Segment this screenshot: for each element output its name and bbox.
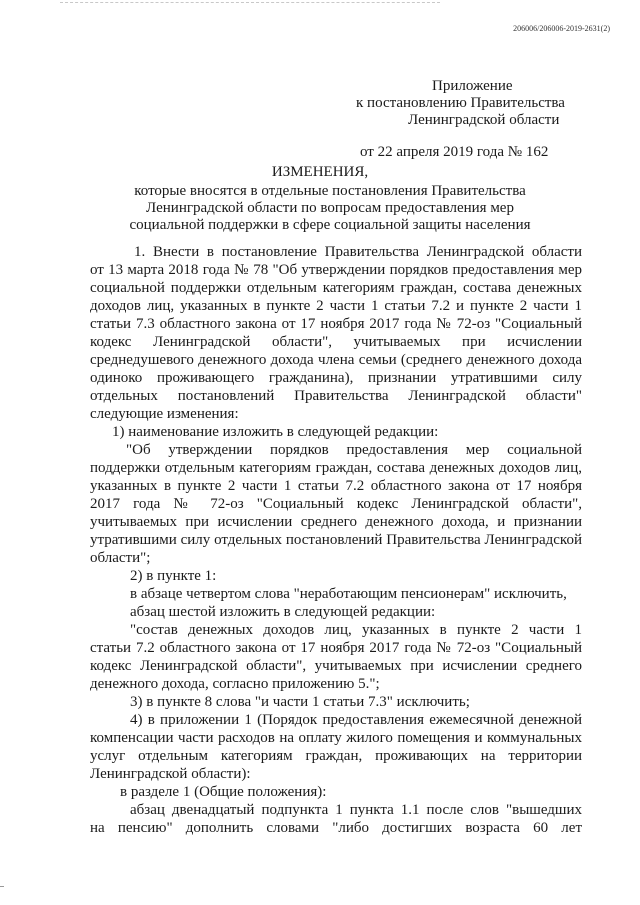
- document-registration-number: 206006/206006-2019-2631(2): [513, 24, 610, 33]
- appendix-region: Ленинградской области: [408, 112, 560, 128]
- body-text-line: 2) в пункте 1:: [130, 568, 217, 584]
- body-text-line: денежного дохода, согласно приложению 5.";: [90, 676, 380, 692]
- body-text-line: компенсации части расходов на оплату жилого помещения и коммунальных: [90, 730, 582, 746]
- document-title: ИЗМЕНЕНИЯ,: [271, 164, 369, 180]
- body-text-line: Ленинградской области):: [90, 766, 251, 782]
- body-text-line: услуг отдельным категориям граждан, проживающих на территории: [90, 748, 582, 764]
- document-subtitle: [0, 183, 640, 234]
- body-text-line: статьи 7.3 областного закона от 17 ноября 2017 года № 72-оз "Социальный: [90, 316, 582, 332]
- appendix-header: [340, 78, 610, 161]
- body-text-line: 3) в пункте 8 слова "и части 1 статьи 7.3" исключить;: [130, 694, 470, 710]
- body-text-line: указанных в пункте 2 части 1 статьи 7.2 областного закона от 17 ноября: [90, 478, 582, 494]
- scan-top-dashed-line: [60, 2, 440, 4]
- body-text-line: на пенсию" дополнить словами "либо достигших возраста 60 лет: [90, 820, 582, 836]
- subtitle-line: Ленинградской области по вопросам предоставления мер: [146, 200, 514, 216]
- body-text-line: в абзаце четвертом слова "неработающим пенсионерам" исключить,: [130, 586, 567, 602]
- appendix-date-number: от 22 апреля 2019 года № 162: [360, 144, 549, 160]
- body-text-line: от 13 марта 2018 года № 78 "Об утверждении порядков предоставления мер: [90, 262, 582, 278]
- body-text-line: социальной поддержки отдельным категориям граждан, состава денежных: [90, 280, 582, 296]
- body-text-line: "состав денежных доходов лиц, указанных в пункте 2 части 1: [130, 622, 582, 638]
- body-text-line: кодекс Ленинградской области", учитываемых при исчислении: [90, 334, 582, 350]
- body-text-line: следующие изменения:: [90, 406, 239, 422]
- document-body: [90, 243, 582, 837]
- appendix-reference: к постановлению Правительства: [356, 95, 565, 111]
- body-text-line: в разделе 1 (Общие положения):: [120, 784, 327, 800]
- subtitle-line: социальной поддержки в сфере социальной защиты населения: [129, 217, 531, 233]
- body-text-line: 1) наименование изложить в следующей редакции:: [112, 424, 439, 440]
- scan-edge-mark: [0, 886, 4, 887]
- body-text-line: утратившими силу отдельных постановлений Правительства Ленинградской: [90, 532, 582, 548]
- body-text-line: поддержки отдельным категориям граждан, состава денежных доходов лиц,: [90, 460, 582, 476]
- body-text-line: доходов лиц, указанных в пункте 2 части 1 статьи 7.2 и пункте 2 части 1: [90, 298, 582, 314]
- appendix-label: Приложение: [432, 78, 513, 94]
- subtitle-line: которые вносятся в отдельные постановления Правительства: [134, 183, 526, 199]
- body-text-line: статьи 7.2 областного закона от 17 ноября 2017 года № 72-оз "Социальный: [90, 640, 582, 656]
- body-text-line: абзац двенадцатый подпункта 1 пункта 1.1 после слов "вышедших: [130, 802, 582, 818]
- body-text-line: среднедушевого денежного дохода члена семьи (среднего денежного дохода: [90, 352, 582, 368]
- body-text-line: "Об утверждении порядков предоставления мер социальной: [126, 442, 582, 458]
- body-text-line: 1. Внести в постановление Правительства Ленинградской области: [134, 244, 582, 260]
- body-text-line: отдельных постановлений Правительства Ленинградской области": [90, 388, 582, 404]
- body-text-line: абзац шестой изложить в следующей редакции:: [130, 604, 436, 620]
- body-text-line: одиноко проживающего гражданина), признании утратившими силу: [90, 370, 582, 386]
- body-text-line: 4) в приложении 1 (Порядок предоставления ежемесячной денежной: [130, 712, 582, 728]
- body-text-line: области";: [90, 550, 151, 566]
- body-text-line: учитываемых при исчислении среднего денежного дохода, и признании: [90, 514, 582, 530]
- body-text-line: 2017 года № 72-оз "Социальный кодекс Ленинградской области",: [90, 496, 582, 512]
- body-text-line: кодекс Ленинградской области", учитываемых при исчислении среднего: [90, 658, 582, 674]
